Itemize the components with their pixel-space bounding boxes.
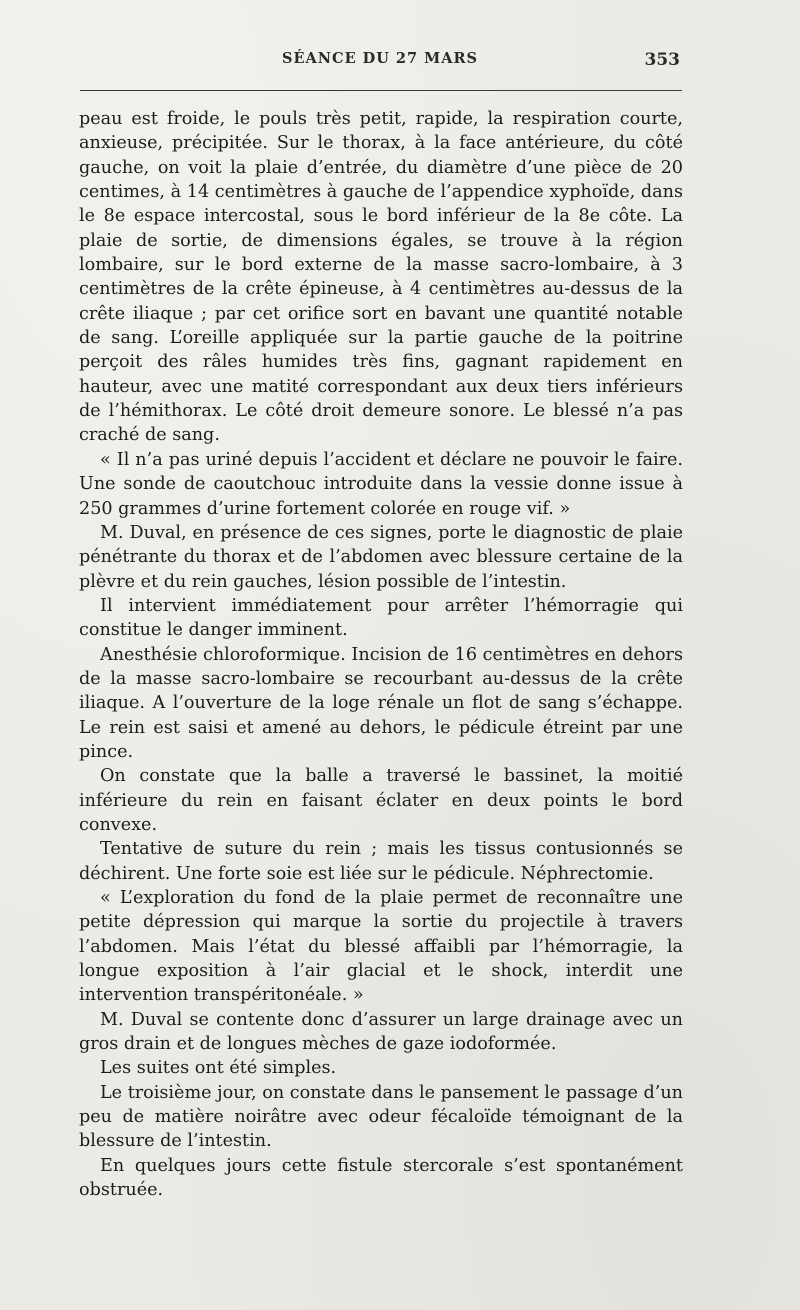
page-number: 353 [644, 50, 680, 70]
paragraph: « L’exploration du fond de la plaie permet de reconnaître une petite dépression qui marque la sortie du projectile à travers l’abdomen. Mais l’état du blessé affaibli par l’hémorragie, la longue exposition à l’air glacial et le shock, interdit une intervention transpéritonéale. » [79, 888, 683, 1006]
header-rule [80, 90, 682, 91]
paragraph: On constate que la balle a traversé le bassinet, la moitié inférieure du rein en faisant éclater en deux points le bord convexe. [79, 766, 683, 835]
paragraph: En quelques jours cette fistule stercorale s’est spontanément obstruée. [79, 1155, 683, 1201]
paragraph: M. Duval se contente donc d’assurer un large drainage avec un gros drain et de longues mèches de gaze iodoformée. [79, 1009, 683, 1055]
running-title: SÉANCE DU 27 MARS [282, 50, 478, 67]
page-header [80, 50, 680, 72]
paragraph: Anesthésie chloroformique. Incision de 16 centimètres en dehors de la masse sacro-lombaire se recourbant au-dessus de la crête iliaque. A l’ouverture de la loge rénale un flot de sang s’échappe. Le rein est saisi et amené au dehors, le pédicule étreint par une pince. [79, 644, 683, 762]
paragraph: Tentative de suture du rein ; mais les tissus contusionnés se déchirent. Une forte soie est liée sur le pédicule. Néphrectomie. [79, 839, 683, 884]
paragraph: Il intervient immédiatement pour arrêter l’hémorragie qui constitue le danger imminent. [79, 595, 683, 641]
paragraph: peau est froide, le pouls très petit, rapide, la respiration courte, anxieuse, précipitée. Sur le thorax, à la face antérieure, du côté gauche, on voit la plaie d’entrée, du diamètre d’une pièce de 20 centimes, à 14 centimètres à gauche de l’appendice xyphoïde, dans le 8e espace intercostal, sous le bord inférieur de la 8e côte. La plaie de sortie, de dimensions égales, se trouve à la région lombaire, sur le bord externe de la masse sacro-lombaire, à 3 centimètres de la crête épineuse, à 4 centimètres au-dessus de la crête iliaque ; par cet orifice sort en bavant une quantité notable de sang. L’oreille appliquée sur la partie gauche de la poitrine perçoit des râles humides très fins, gagnant rapidement en hauteur, avec une matité correspondant aux deux tiers inférieurs de l’hémithorax. Le côté droit demeure sonore. Le blessé n’a pas craché de sang. [79, 109, 683, 446]
paragraph: « Il n’a pas uriné depuis l’accident et déclare ne pouvoir le faire. Une sonde de caoutchouc introduite dans la vessie donne issue à 250 grammes d’urine fortement colorée en rouge vif. » [79, 449, 683, 519]
paragraph: Le troisième jour, on constate dans le pansement le passage d’un peu de matière noirâtre avec odeur fécaloïde témoignant de la blessure de l’intestin. [79, 1082, 683, 1152]
body-text [79, 107, 683, 1202]
paragraph: Les suites ont été simples. [100, 1058, 337, 1079]
paragraph: M. Duval, en présence de ces signes, porte le diagnostic de plaie pénétrante du thorax et de l’abdomen avec blessure certaine de la plèvre et du rein gauches, lésion possible de l’intestin. [79, 522, 683, 592]
